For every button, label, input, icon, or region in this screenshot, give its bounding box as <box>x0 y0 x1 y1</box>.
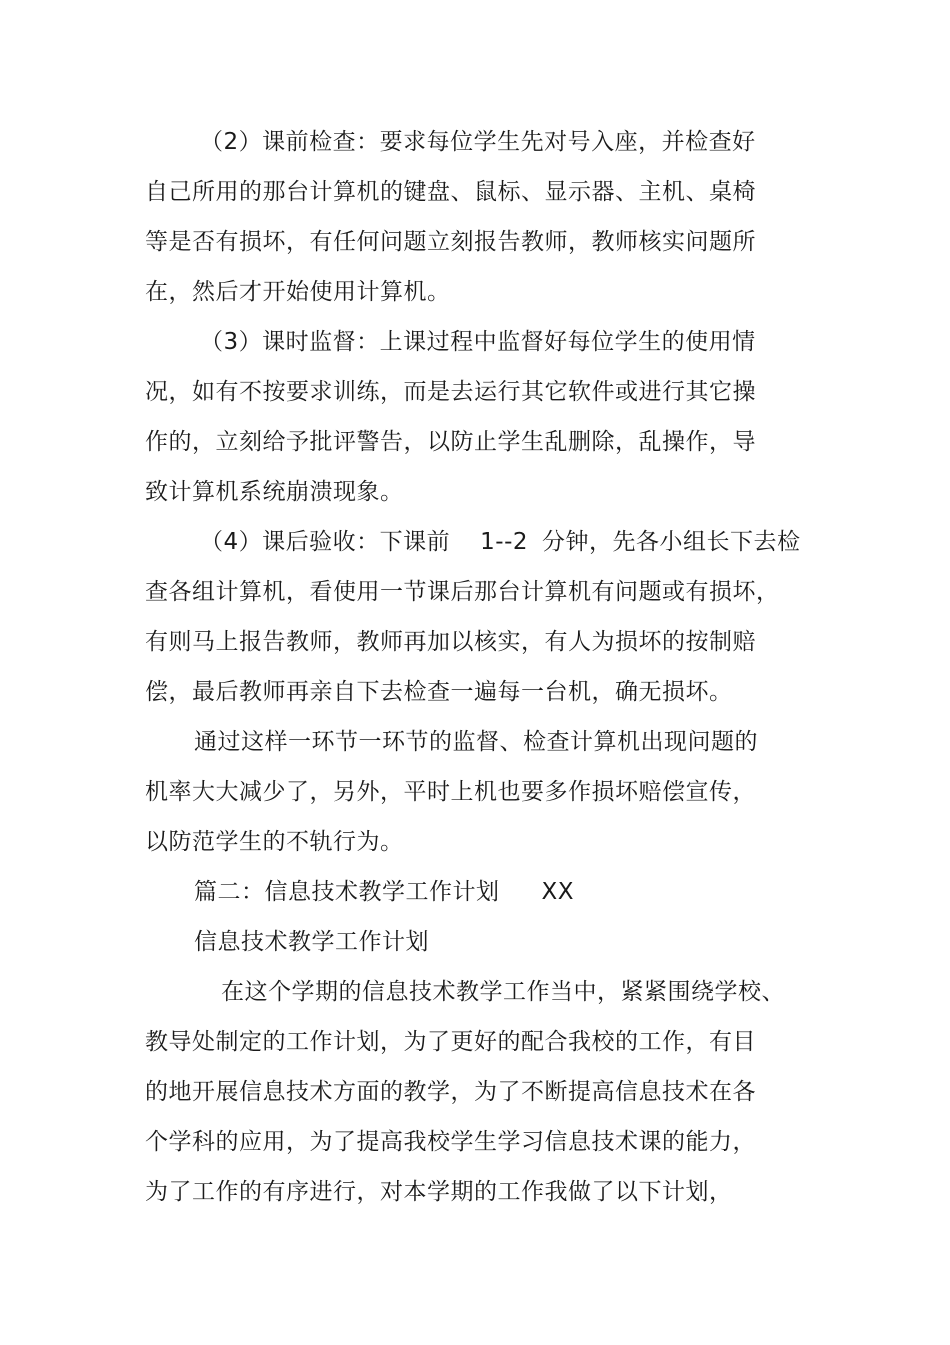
section-heading <box>194 877 574 907</box>
paragraph-3-line-3: 作的，立刻给予批评警告，以防止学生乱删除，乱操作，导 <box>145 429 756 455</box>
closing-line-1: 在这个学期的信息技术教学工作当中，紧紧围绕学校、 <box>221 979 785 1005</box>
paragraph-3-line-2: 况，如有不按要求训练，而是去运行其它软件或进行其它操 <box>145 379 756 405</box>
paragraph-4-line-2: 查各组计算机，看使用一节课后那台计算机有问题或有损坏， <box>145 579 780 605</box>
paragraph-4-line-3: 有则马上报告教师，教师再加以核实，有人为损坏的按制赔 <box>145 629 756 655</box>
closing-line-2: 教导处制定的工作计划，为了更好的配合我校的工作，有目 <box>145 1029 756 1055</box>
summary-line-2: 机率大大减少了，另外，平时上机也要多作损坏赔偿宣传， <box>145 779 756 805</box>
closing-line-5: 为了工作的有序进行，对本学期的工作我做了以下计划， <box>145 1179 733 1205</box>
paragraph-2-line-2: 自己所用的那台计算机的键盘、鼠标、显示器、主机、桌椅 <box>145 179 756 205</box>
paragraph-4-line-1-part-2: 1--2 <box>480 529 529 555</box>
document-subtitle: 信息技术教学工作计划 <box>194 929 429 955</box>
paragraph-3-line-4: 致计算机系统崩溃现象。 <box>145 479 404 505</box>
paragraph-4-line-1-part-3: 分钟，先各小组长下去检 <box>542 529 801 555</box>
paragraph-2-line-3: 等是否有损坏，有任何问题立刻报告教师，教师核实问题所 <box>145 229 756 255</box>
paragraph-3-line-1: （3）课时监督：上课过程中监督好每位学生的使用情 <box>200 329 756 355</box>
paragraph-4-line-1-part-1: （4）课后验收：下课前 <box>200 529 451 555</box>
summary-line-1: 通过这样一环节一环节的监督、检查计算机出现问题的 <box>194 729 758 755</box>
summary-line-3: 以防范学生的不轨行为。 <box>145 829 404 855</box>
paragraph-4-line-1 <box>200 527 801 557</box>
section-heading-title: 篇二：信息技术教学工作计划 <box>194 879 500 905</box>
paragraph-2-line-4: 在，然后才开始使用计算机。 <box>145 279 451 305</box>
paragraph-2-line-1: （2）课前检查：要求每位学生先对号入座，并检查好 <box>200 129 756 155</box>
closing-line-4: 个学科的应用，为了提高我校学生学习信息技术课的能力， <box>145 1129 756 1155</box>
closing-line-3: 的地开展信息技术方面的教学，为了不断提高信息技术在各 <box>145 1079 756 1105</box>
paragraph-4-line-4: 偿，最后教师再亲自下去检查一遍每一台机，确无损坏。 <box>145 679 733 705</box>
section-heading-suffix: XX <box>541 879 575 905</box>
